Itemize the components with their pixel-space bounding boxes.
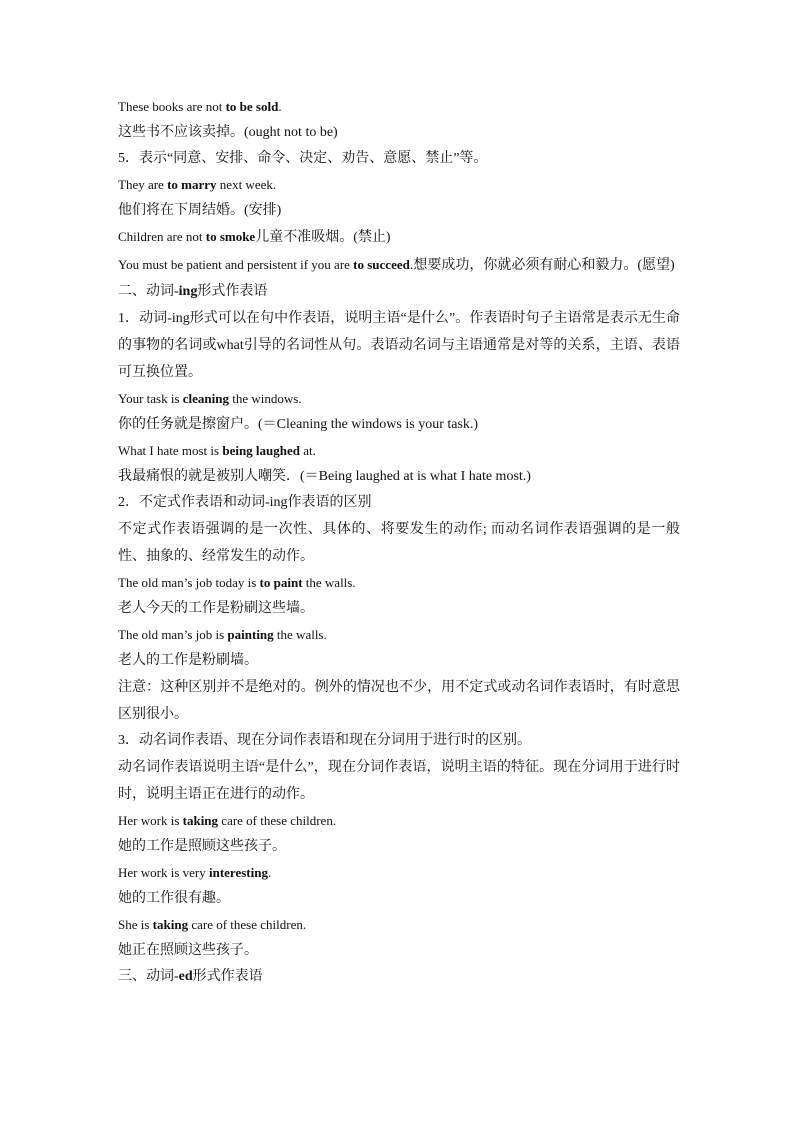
text: You must be patient and persistent if you are (118, 257, 354, 272)
text: 形式作表语 (192, 969, 263, 984)
section-heading (118, 279, 680, 305)
rule-heading: 5．表示“同意、安排、命令、决定、劝告、意愿、禁止”等。 (118, 151, 488, 166)
text: the walls. (273, 627, 327, 642)
text: Your task is (118, 391, 183, 406)
example-sentence (118, 860, 680, 886)
text: care of these children. (218, 813, 337, 828)
text: Her work is very (118, 865, 209, 880)
text: . (267, 865, 272, 880)
text: . (278, 99, 282, 114)
example-sentence (118, 808, 680, 834)
example-sentence (118, 438, 680, 464)
explanation-paragraph: 1．动词-ing形式可以在句中作表语，说明主语“是什么”。作表语时句子主语常是表示无生命的事物的名词或what引导的名词性从句。表语动名词与主语通常是对等的关系，主语、表语可互换位置。 (118, 311, 680, 380)
bold-phrase: to paint (259, 575, 303, 590)
bold-phrase: interesting (208, 865, 268, 880)
text: What I hate most is (118, 443, 223, 458)
bold-phrase: taking (152, 917, 189, 932)
translation: 老人今天的工作是粉刷这些墙。 (118, 601, 314, 616)
bold-phrase: cleaning (182, 391, 230, 406)
example-sentence (118, 172, 680, 198)
text: 形式作表语 (197, 284, 268, 299)
bold-phrase: painting (227, 627, 274, 642)
translation: 我最痛恨的就是被别人嘲笑．(＝Being laughed at is what I hate most.) (118, 469, 531, 484)
example-sentence (118, 251, 680, 279)
text: Her work is (118, 813, 183, 828)
translation: 他们将在下周结婚。(安排) (118, 203, 282, 218)
text: Children are not (118, 229, 206, 244)
translation: 老人的工作是粉刷墙。 (118, 653, 258, 668)
translation: 她的工作很有趣。 (118, 891, 230, 906)
bold-phrase: to smoke (205, 229, 256, 244)
section-heading (118, 964, 680, 990)
example-sentence (118, 224, 680, 251)
translation: 她的工作是照顾这些孩子。 (118, 839, 286, 854)
bold-phrase: taking (182, 813, 219, 828)
explanation-paragraph: 不定式作表语强调的是一次性、具体的、将要发生的动作; 而动名词作表语强调的是一般性、抽象的、经常发生的动作。 (118, 522, 680, 564)
translation: 她正在照顾这些孩子。 (118, 943, 258, 958)
note-paragraph: 注意：这种区别并不是绝对的。例外的情况也不少，用不定式或动名词作表语时，有时意思区别很小。 (118, 680, 680, 722)
translation: 你的任务就是擦窗户。(＝Cleaning the windows is your task.) (118, 417, 479, 432)
bold-phrase: being laughed (222, 443, 301, 458)
text: The old man’s job is (118, 627, 228, 642)
text: 儿童不准吸烟。(禁止) (255, 230, 391, 245)
translation: 这些书不应该卖掉。(ought not to be) (118, 125, 338, 140)
text: The old man’s job today is (118, 575, 260, 590)
bold-phrase: to be sold (225, 99, 279, 114)
text: 三、动词- (118, 969, 179, 984)
text: She is (118, 917, 153, 932)
example-sentence (118, 570, 680, 596)
example-sentence (118, 94, 680, 120)
text: the walls. (302, 575, 356, 590)
text: next week. (216, 177, 277, 192)
text: the windows. (229, 391, 302, 406)
bold-phrase: to succeed (353, 257, 410, 272)
example-sentence (118, 386, 680, 412)
document-page (118, 94, 680, 990)
rule-heading: 2．不定式作表语和动词-ing作表语的区别 (118, 495, 372, 510)
example-sentence (118, 622, 680, 648)
explanation-paragraph: 动名词作表语说明主语“是什么”，现在分词作表语，说明主语的特征。现在分词用于进行时时，说明主语正在进行的动作。 (118, 760, 680, 802)
text: These books are not (118, 99, 226, 114)
bold-phrase: to marry (167, 177, 217, 192)
text: at. (300, 443, 316, 458)
text: care of these children. (188, 917, 307, 932)
text: 二、动词- (118, 284, 179, 299)
text: .想要成功，你就必须有耐心和毅力。(愿望) (409, 258, 675, 273)
bold-phrase: ed (178, 969, 193, 984)
rule-heading: 3．动名词作表语、现在分词作表语和现在分词用于进行时的区别。 (118, 733, 531, 748)
example-sentence (118, 912, 680, 938)
bold-phrase: ing (178, 284, 198, 299)
text: They are (118, 177, 168, 192)
